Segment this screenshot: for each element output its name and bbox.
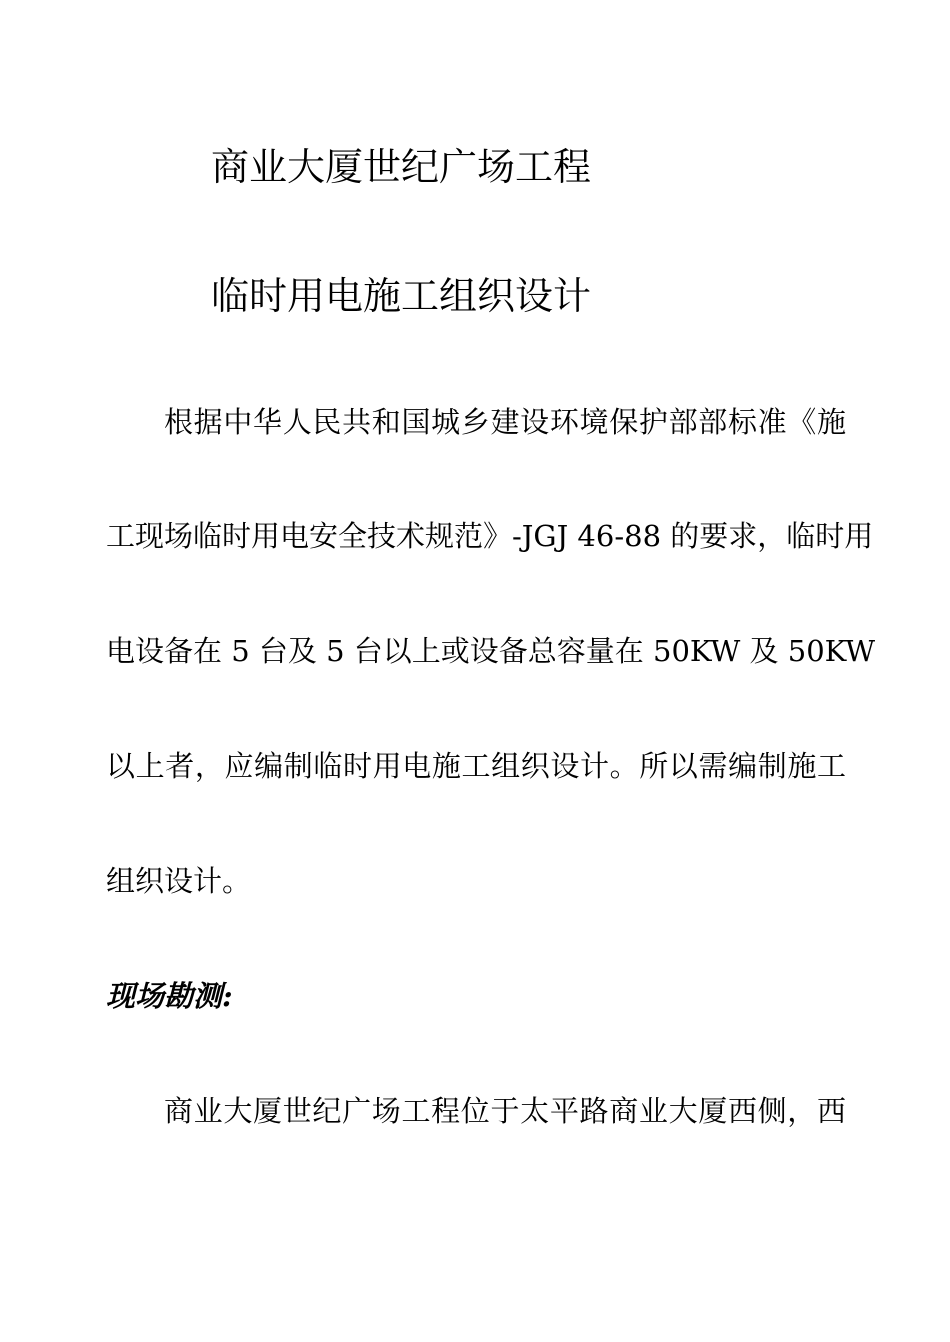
document-title-line-1: 商业大厦世纪广场工程 bbox=[211, 145, 592, 189]
document-title-line-2: 临时用电施工组织设计 bbox=[211, 274, 592, 318]
intro-paragraph-line: 电设备在 5 台及 5 台以上或设备总容量在 50KW 及 50KW bbox=[106, 634, 876, 668]
intro-paragraph-line: 根据中华人民共和国城乡建设环境保护部部标准《施 bbox=[164, 405, 846, 439]
section-heading-site-survey: 现场勘测: bbox=[106, 979, 233, 1013]
intro-paragraph-line: 工现场临时用电安全技术规范》-JGJ 46-88 的要求，临时用 bbox=[106, 519, 874, 553]
survey-paragraph-line: 商业大厦世纪广场工程位于太平路商业大厦西侧，西 bbox=[164, 1094, 846, 1128]
intro-paragraph-line: 组织设计。 bbox=[106, 864, 252, 898]
intro-paragraph-line: 以上者，应编制临时用电施工组织设计。所以需编制施工 bbox=[106, 749, 846, 783]
